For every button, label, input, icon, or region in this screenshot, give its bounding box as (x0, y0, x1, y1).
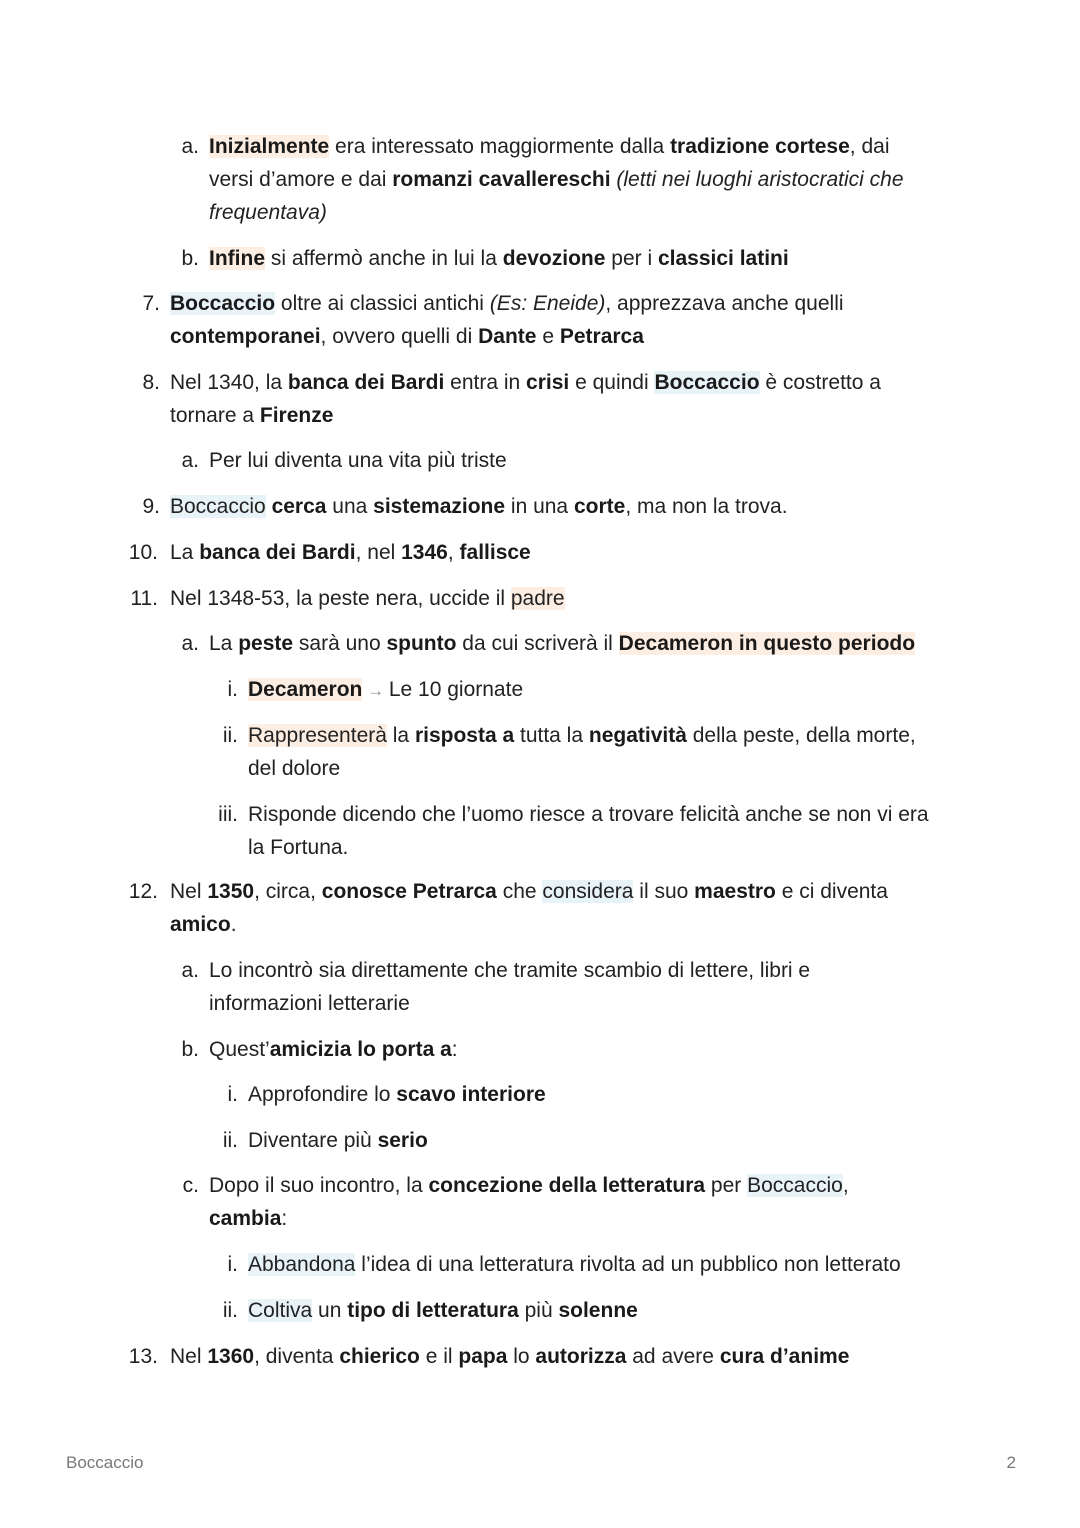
text-run: amicizia lo porta a (269, 1038, 452, 1061)
text-run: Nel 1348-53, la peste nera, uccide il (170, 587, 511, 610)
list-marker: ii. (222, 724, 238, 747)
text-run: , ovvero quelli di (320, 325, 479, 348)
list-marker: 10. (128, 541, 158, 564)
text-run: padre (510, 587, 565, 610)
list-item-text (248, 719, 948, 785)
text-run: concezione della letteratura (428, 1174, 706, 1197)
list-marker: i. (227, 1083, 238, 1106)
text-run: Quest’ (209, 1038, 270, 1061)
list-item-text (170, 366, 910, 432)
text-run: , ma non la trova. (625, 495, 788, 518)
text-run: Petrarca (559, 325, 644, 348)
list-marker: iii. (218, 803, 238, 826)
list-marker: c. (182, 1174, 199, 1197)
text-run: 1360 (207, 1345, 255, 1368)
text-run: cura d’anime (719, 1345, 850, 1368)
text-run: lo (507, 1345, 536, 1368)
text-run: peste (238, 632, 294, 655)
text-run: La (209, 632, 239, 655)
text-run: entra in (444, 371, 527, 394)
footer-document-title: Boccaccio (66, 1453, 144, 1472)
text-run: fallisce (459, 541, 531, 564)
text-run: una (326, 495, 374, 518)
text-run: Boccaccio (170, 495, 266, 518)
list-marker: 13. (128, 1345, 158, 1368)
list-item-text (248, 1078, 938, 1111)
list-marker: 11. (130, 587, 158, 610)
text-run: contemporanei (170, 325, 321, 348)
text-run: 1350 (207, 880, 255, 903)
text-run: : (451, 1038, 458, 1061)
text-run: Rappresenterà (248, 724, 387, 747)
text-run: Decameron in questo periodo (618, 632, 916, 655)
text-run: Dante (478, 325, 537, 348)
text-run: oltre ai classici antichi (275, 292, 490, 315)
list-marker: i. (227, 1253, 238, 1276)
list-item-text (170, 536, 910, 569)
list-marker: 8. (142, 371, 160, 394)
footer-page-number: 2 (1006, 1453, 1016, 1472)
text-run: Boccaccio (747, 1174, 843, 1197)
list-item-text (209, 1169, 909, 1235)
text-run: un (312, 1299, 348, 1322)
list-item-text (248, 1294, 938, 1327)
text-run: , dai versi d’amore e dai (209, 135, 890, 191)
text-run: è costretto a tornare a (170, 371, 881, 427)
text-run: Nel 1340, la (170, 371, 288, 394)
list-item-text (248, 798, 938, 864)
text-run: Nel (170, 1345, 208, 1368)
list-item-text (248, 673, 938, 707)
list-item-text (170, 582, 910, 615)
list-marker: 9. (142, 495, 160, 518)
list-item-text (209, 242, 939, 275)
text-run: Abbandona (248, 1253, 356, 1276)
list-item-text (170, 287, 910, 353)
list-marker: ii. (222, 1129, 238, 1152)
text-run: tutta la (514, 724, 589, 747)
text-run: tipo di letteratura (347, 1299, 519, 1322)
list-item-text (209, 130, 939, 229)
list-item-text (209, 954, 909, 1020)
text-run: e il (419, 1345, 459, 1368)
text-run: , nel (355, 541, 402, 564)
text-run: Infine (209, 247, 265, 270)
text-run: la (386, 724, 415, 747)
list-item-text (209, 1033, 909, 1066)
text-run: in una (505, 495, 574, 518)
list-item-text (170, 875, 930, 941)
text-run: Inizialmente (209, 135, 330, 158)
text-run: della peste, della morte, del dolore (248, 724, 916, 780)
text-run: La (170, 541, 200, 564)
list-marker: b. (181, 1038, 199, 1061)
text-run: per i (605, 247, 658, 270)
text-run: spunto (386, 632, 457, 655)
list-marker: b. (181, 247, 199, 270)
list-item-text (209, 627, 949, 660)
text-run: serio (377, 1129, 428, 1152)
list-item-text (170, 1340, 930, 1373)
text-run: era interessato maggiormente dalla (329, 135, 671, 158)
list-marker: a. (181, 632, 199, 655)
text-run: , diventa (254, 1345, 340, 1368)
text-run: chierico (339, 1345, 420, 1368)
text-run: devozione (502, 247, 606, 270)
text-run: conosce Petrarca (321, 880, 497, 903)
list-marker: a. (181, 959, 199, 982)
list-item-text (170, 490, 910, 523)
text-run: cerca (271, 495, 327, 518)
text-run: 1346 (401, 541, 448, 564)
list-item-text (248, 1124, 938, 1157)
text-run: da cui scriverà il (456, 632, 619, 655)
text-run: , (842, 1174, 849, 1197)
text-run: : (281, 1207, 288, 1230)
text-run: si affermò anche in lui la (265, 247, 503, 270)
text-run: negatività (588, 724, 687, 747)
text-run: Diventare più (248, 1129, 378, 1152)
list-marker: ii. (222, 1299, 238, 1322)
text-run: scavo interiore (396, 1083, 546, 1106)
text-run: considera (542, 880, 634, 903)
text-run: maestro (694, 880, 776, 903)
text-run: per (705, 1174, 748, 1197)
text-run: l’idea di una letteratura rivolta ad un pubblico non letterato (355, 1253, 901, 1276)
text-run: Approfondire lo (248, 1083, 397, 1106)
text-run: romanzi cavallereschi (392, 168, 611, 191)
text-run: (Es: Eneide) (489, 292, 606, 315)
text-run: tradizione cortese (670, 135, 850, 158)
text-run: risposta a (414, 724, 515, 747)
text-run: Firenze (259, 404, 334, 427)
text-run: cambia (209, 1207, 282, 1230)
text-run: Boccaccio (170, 292, 276, 315)
text-run: . (230, 913, 237, 936)
text-run: ad avere (626, 1345, 720, 1368)
text-run: autorizza (535, 1345, 627, 1368)
text-run: che (496, 880, 543, 903)
text-run: Boccaccio (654, 371, 760, 394)
text-run: , (447, 541, 460, 564)
text-run: classici latini (657, 247, 789, 270)
text-run: Per lui diventa una vita più triste (209, 449, 507, 472)
text-run: e (536, 325, 560, 348)
text-run: Dopo il suo incontro, la (209, 1174, 429, 1197)
text-run: Decameron (248, 678, 363, 701)
list-item-text (248, 1248, 948, 1281)
text-run: , apprezzava anche quelli (605, 292, 844, 315)
text-run: amico (170, 913, 231, 936)
text-run: solenne (558, 1299, 638, 1322)
text-run: corte (573, 495, 626, 518)
text-run: crisi (526, 371, 570, 394)
list-marker: i. (227, 678, 238, 701)
text-run: banca dei Bardi (199, 541, 356, 564)
list-marker: a. (181, 135, 199, 158)
list-marker: 7. (142, 292, 160, 315)
text-run: , circa, (254, 880, 322, 903)
text-run: → (362, 681, 389, 700)
text-run: Coltiva (248, 1299, 313, 1322)
text-run: banca dei Bardi (287, 371, 445, 394)
list-item-text (209, 444, 939, 477)
list-marker: 12. (128, 880, 158, 903)
text-run: e ci diventa (775, 880, 888, 903)
list-marker: a. (181, 449, 199, 472)
text-run: il suo (633, 880, 695, 903)
text-run: Lo incontrò sia direttamente che tramite scambio di lettere, libri e informazioni letterarie (209, 959, 811, 1015)
text-run: Risponde dicendo che l’uomo riesce a trovare felicità anche se non vi era la Fortuna. (248, 803, 929, 859)
text-run: e quindi (569, 371, 655, 394)
text-run: sarà uno (293, 632, 387, 655)
text-run: Nel (170, 880, 208, 903)
text-run: sistemazione (373, 495, 506, 518)
text-run: più (518, 1299, 559, 1322)
text-run: (letti nei luoghi aristocratici che frequentava) (209, 168, 904, 224)
text-run: papa (458, 1345, 508, 1368)
text-run: Le 10 giornate (388, 678, 524, 701)
